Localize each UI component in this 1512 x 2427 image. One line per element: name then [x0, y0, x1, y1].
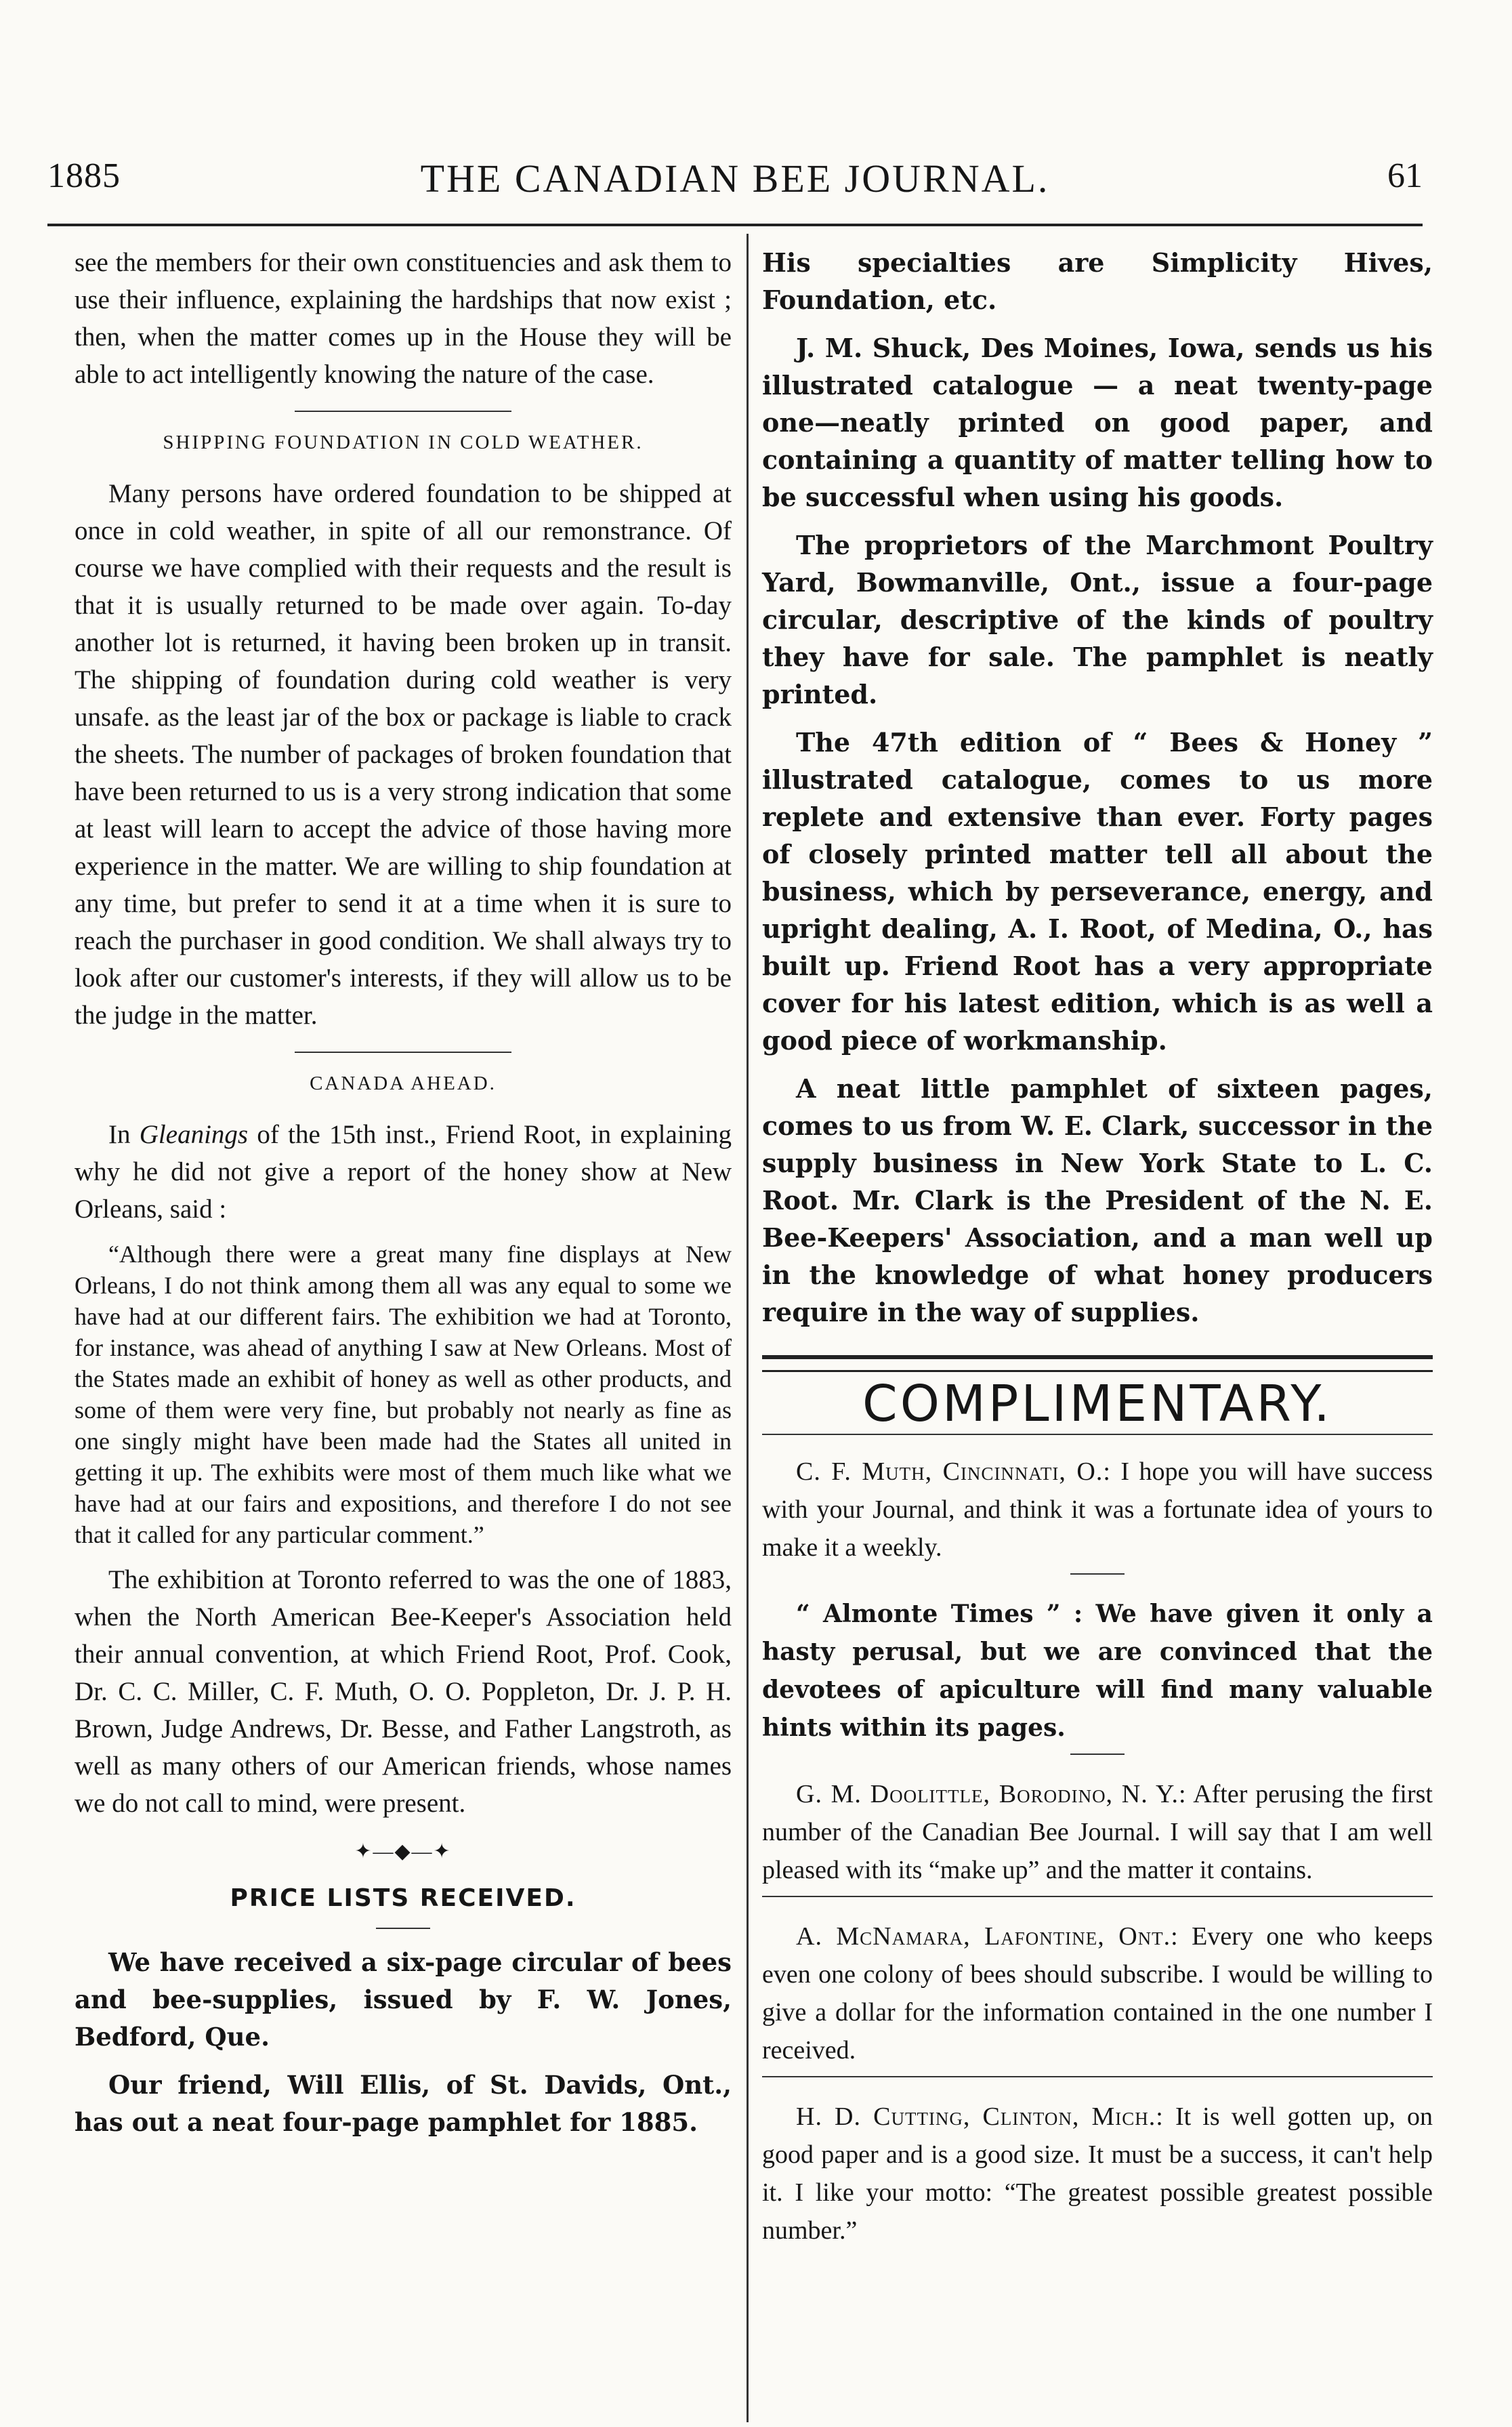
clark-paragraph: A neat little pamphlet of sixteen pages, comes to us from W. E. Clark, successor in the supply business in New York State to L. C. Root. Mr. Clark is the President of the N. E. Bee-Keepers' Association, and a man well up in the knowledge of what honey producers require in the way of supplies. — [762, 1073, 1433, 1327]
canada-intro-paragraph — [75, 1116, 732, 1228]
root-quote: “Although there were a great many fine displays at New Orleans, I do not think among them all was any equal to some we have had at our different fairs. The exhibition we had at Toronto, for instance, was ahead of anything I saw at New Orleans. Most of the States made an exhibit of honey as well as other products, and some of them were very fine, but probably not nearly as fine as one singly might have been made had the States all united in getting it up. The exhibits were most of them much like what we have had at our fairs and expositions, and therefore I do not see that it called for any particular comment.” — [75, 1241, 732, 1548]
jones-paragraph: We have received a six-page circular of bees and bee-supplies, issued by F. W. Jones, Bedford, Que. — [75, 1947, 732, 2052]
testimonial-text: I hope you will have success with your Journal, and think it was a fortunate idea of yours to make it a weekly. — [762, 1457, 1433, 1562]
journal-title: THE CANADIAN BEE JOURNAL. — [420, 157, 1050, 201]
right-column — [762, 244, 1433, 2412]
testimonial-author: H. D. Cutting, Clinton, Mich.: — [796, 2102, 1164, 2131]
entry-separator — [1070, 1754, 1125, 1755]
testimonial-entry — [762, 1917, 1433, 2069]
testimonial-text: We have given it only a hasty perusal, but we are convinced that the devotees of apiculture will find many valuable hints within its pages. — [762, 1600, 1433, 1742]
column-divider — [747, 234, 749, 2422]
price-lists-rule — [376, 1928, 430, 1929]
testimonial-author: “ Almonte Times ” : — [796, 1600, 1083, 1628]
canada-heading: CANADA AHEAD. — [75, 1052, 732, 1102]
ellis-continuation: His specialties are Simplicity Hives, Foundation, etc. — [762, 247, 1433, 315]
testimonial-author: C. F. Muth, Cincinnati, O.: — [796, 1457, 1111, 1486]
gleanings-title: Gleanings — [139, 1120, 249, 1149]
section-double-rule — [762, 1355, 1433, 1372]
canada-intro-b: of the 15th inst., Friend Root, in explaining why he did not give a report of the honey show at New Orleans, said : — [75, 1120, 732, 1224]
complimentary-title: COMPLIMENTARY. — [862, 1375, 1332, 1433]
header-year: 1885 — [47, 157, 121, 195]
price-lists-heading: PRICE LISTS RECEIVED. — [230, 1884, 576, 1912]
testimonial-entry — [762, 2098, 1433, 2249]
shipping-heading: SHIPPING FOUNDATION IN COLD WEATHER. — [75, 411, 732, 461]
page-number: 61 — [1387, 157, 1423, 195]
testimonial-entry — [762, 1453, 1433, 1567]
marchmont-paragraph: The proprietors of the Marchmont Poultry Yard, Bowmanville, Ont., issue a four-page circular, descriptive of the kinds of poultry they have for sale. The pamphlet is neatly printed. — [762, 530, 1433, 709]
testimonial-text: It is well gotten up, on good paper and is a good size. It must be a success, it can't help it. I like your motto: “The greatest possible greatest possible number.” — [762, 2102, 1433, 2245]
shipping-paragraph: Many persons have ordered foundation to be shipped at once in cold weather, in spite of all our remonstrance. Of course we have complied with their requests and the result is that it is usually returned to be made over again. To-day another lot is returned, it having been broken up in transit. The shipping of foundation during cold weather is very unsafe. as the least jar of the box or package is liable to crack the sheets. The number of packages of broken foundation that have been returned to us is a very strong indication that some at least will learn to accept the advice of those having more experience in the matter. We are willing to ship foundation at any time, but prefer to send it at a time when it is sure to reach the purchaser in good condition. We shall always try to look after our customer's interests, if they will allow us to be the judge in the matter. — [75, 479, 732, 1030]
shuck-paragraph: J. M. Shuck, Des Moines, Iowa, sends us his illustrated catalogue — a neat twenty-page one—neatly printed on good paper, and containing a quantity of matter telling how to be successful when using his goods. — [762, 333, 1433, 512]
left-column — [75, 244, 732, 2412]
testimonial-entry — [762, 1775, 1433, 1889]
toronto-paragraph: The exhibition at Toronto referred to was the one of 1883, when the North American Bee-Keeper's Association held their annual convention, at which Friend Root, Prof. Cook, Dr. C. C. Miller, C. F. Muth, O. O. Poppleton, Dr. J. P. H. Brown, Judge Andrews, Dr. Besse, and Father Langstroth, as well as many others of our American friends, whose names we do not call to mind, were present. — [75, 1565, 732, 1818]
ornament-divider: ✦—◆—✦ — [354, 1840, 452, 1863]
testimonial-entry — [762, 1595, 1433, 1747]
entry-separator — [762, 2076, 1433, 2077]
entry-separator — [1070, 1573, 1125, 1575]
bees-honey-paragraph: The 47th edition of “ Bees & Honey ” illustrated catalogue, comes to us more replete and extensive than ever. Forty pages of closely printed matter tell all about the business, which by perseverance, energy, and upright dealing, A. I. Root, of Medina, O., has built up. Friend Root has a very appropriate cover for his latest edition, which is as well a good piece of workmanship. — [762, 727, 1433, 1056]
testimonial-author: G. M. Doolittle, Borodino, N. Y.: — [796, 1780, 1187, 1808]
page-header — [47, 156, 1423, 210]
testimonial-text: After perusing the first number of the Canadian Bee Journal. I will say that I am well pleased with its “make up” and the matter it contains. — [762, 1780, 1433, 1884]
testimonial-text: Every one who keeps even one colony of bees should subscribe. I would be willing to give a dollar for the information contained in the one number I received. — [762, 1922, 1433, 2065]
ellis-paragraph: Our friend, Will Ellis, of St. Davids, Ont., has out a neat four-page pamphlet for 1885. — [75, 2070, 732, 2137]
header-rule — [47, 224, 1423, 226]
testimonial-author: A. McNamara, Lafontine, Ont.: — [796, 1922, 1179, 1951]
complimentary-rule — [762, 1434, 1433, 1435]
intro-paragraph: see the members for their own constituencies and ask them to use their influence, explaining the hardships that now exist ; then, when the matter comes up in the House they will be able to act intelligently knowing the nature of the case. — [75, 248, 732, 389]
entry-separator — [762, 1896, 1433, 1897]
canada-intro-a: In — [108, 1120, 140, 1149]
